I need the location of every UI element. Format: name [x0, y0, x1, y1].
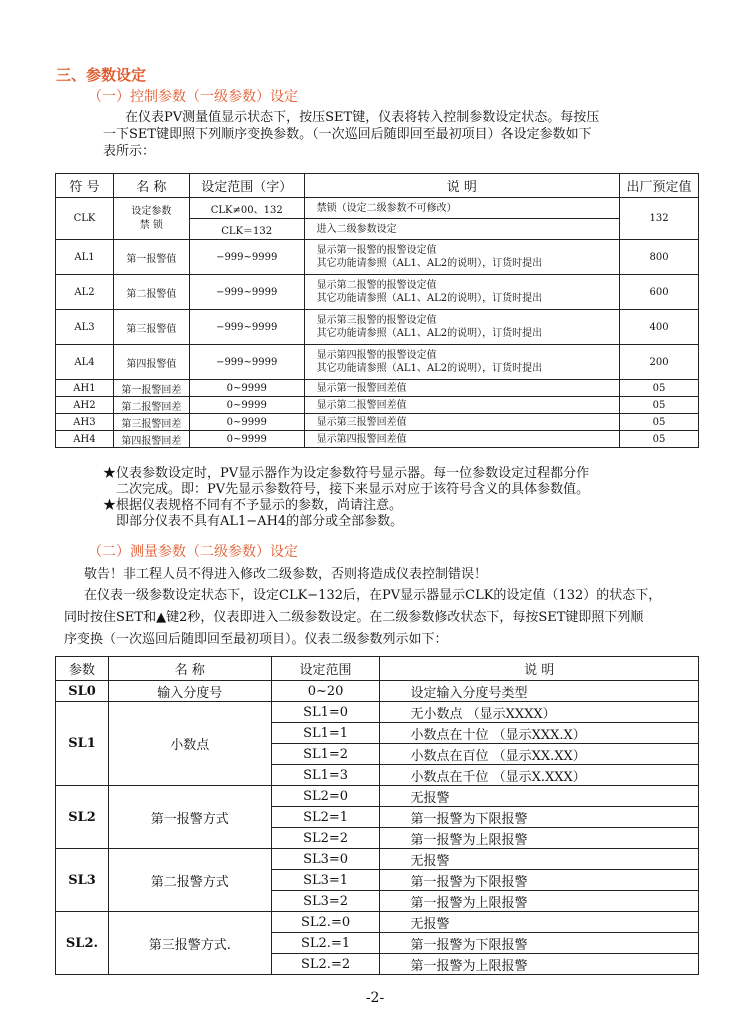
col-header-code: 符 号	[56, 174, 114, 198]
ah-name: 第二报警回差	[113, 397, 189, 414]
ah-default: 05	[620, 397, 699, 414]
t2-header-range: 设定范围	[271, 657, 380, 681]
sl0-range: 0~20	[271, 681, 380, 702]
al-desc-line-2: 其它功能请参照（AL1、AL2的说明），订货时提出	[316, 328, 543, 339]
al-default: 200	[620, 345, 699, 380]
col-header-range: 设定范围（字）	[189, 174, 304, 198]
ah-range: 0~9999	[189, 431, 304, 448]
sl2dot-range: SL2.=2	[271, 954, 380, 975]
sl2-name: 第一报警方式	[108, 786, 271, 849]
clk-default: 132	[620, 198, 699, 240]
al-range: −999~9999	[189, 310, 304, 345]
sl1-range: SL1=0	[271, 702, 380, 723]
sl0-code: SL0	[56, 681, 109, 702]
col-header-default: 出厂预定值	[620, 174, 699, 198]
clk-desc-1: 禁锁（设定二级参数不可修改）	[304, 198, 619, 219]
note-line-1: ★仪表参数设定时，PV显示器作为设定参数符号显示器。每一位参数设定过程都分作	[103, 466, 590, 481]
intro-line-3: 表所示：	[103, 144, 156, 159]
sl1-code: SL1	[56, 702, 109, 786]
intro-line-2: 一下SET键即照下列顺序变换参数。（一次巡回后随即回至最初项目）各设定参数如下	[103, 127, 592, 142]
col-header-desc: 说 明	[304, 174, 619, 198]
al-code: AL4	[56, 345, 114, 380]
ah-name: 第一报警回差	[113, 380, 189, 397]
al-default: 800	[620, 240, 699, 275]
al-name: 第一报警值	[113, 240, 189, 275]
sl2-range: SL2=2	[271, 828, 380, 849]
al-name: 第三报警值	[113, 310, 189, 345]
sl2dot-name: 第三报警方式.	[108, 912, 271, 975]
al-code: AL1	[56, 240, 114, 275]
ah-code: AH2	[56, 397, 114, 414]
al-range: −999~9999	[189, 345, 304, 380]
page-number: -2-	[365, 990, 385, 1006]
clk-name	[113, 198, 189, 240]
al-range: −999~9999	[189, 240, 304, 275]
al-range: −999~9999	[189, 275, 304, 310]
sl1-desc: 小数点在百位 （显示XX.XX）	[380, 744, 699, 765]
ah-desc: 显示第四报警回差值	[304, 431, 619, 448]
al-desc-line-2: 其它功能请参照（AL1、AL2的说明），订货时提出	[316, 363, 543, 374]
al-name: 第二报警值	[113, 275, 189, 310]
sl1-name: 小数点	[108, 702, 271, 786]
clk-range-2: CLK＝132	[189, 219, 304, 240]
sl2dot-code: SL2.	[56, 912, 109, 975]
clk-desc-2: 进入二级参数设定	[304, 219, 619, 240]
sl1-range: SL1=3	[271, 765, 380, 786]
t2-header-desc: 说 明	[380, 657, 699, 681]
warning-line: 敬告！非工程人员不得进入修改二级参数，否则将造成仪表控制错误！	[84, 567, 488, 582]
sl1-desc: 小数点在千位 （显示X.XXX）	[380, 765, 699, 786]
sl1-range: SL1=2	[271, 744, 380, 765]
intro2-line-2: 在仪表一级参数设定状态下，设定CLK−132后，在PV显示器显示CLK的设定值（132）的状态下，	[84, 588, 662, 603]
sl2-range: SL2=0	[271, 786, 380, 807]
sl2-range: SL2=1	[271, 807, 380, 828]
sl2-desc: 无报警	[380, 786, 699, 807]
control-parameter-table	[55, 173, 699, 448]
al-desc	[304, 345, 619, 380]
sl3-desc: 第一报警为上限报警	[380, 891, 699, 912]
sl3-range: SL3=1	[271, 870, 380, 891]
ah-name: 第四报警回差	[113, 431, 189, 448]
al-desc-line-1: 显示第四报警的报警设定值	[316, 350, 437, 361]
ah-range: 0~9999	[189, 414, 304, 431]
sl3-code: SL3	[56, 849, 109, 912]
al-desc	[304, 240, 619, 275]
ah-name: 第三报警回差	[113, 414, 189, 431]
sl0-name: 输入分度号	[108, 681, 271, 702]
section-title: 三、参数设定	[56, 66, 147, 84]
ah-desc: 显示第二报警回差值	[304, 397, 619, 414]
al-desc	[304, 310, 619, 345]
sl3-name: 第二报警方式	[108, 849, 271, 912]
al-code: AL3	[56, 310, 114, 345]
sl3-desc: 第一报警为下限报警	[380, 870, 699, 891]
ah-code: AH1	[56, 380, 114, 397]
note-line-3: ★根据仪表规格不同有不予显示的参数，尚请注意。	[103, 498, 403, 513]
al-code: AL2	[56, 275, 114, 310]
sl2dot-desc: 第一报警为上限报警	[380, 954, 699, 975]
al-default: 400	[620, 310, 699, 345]
note-line-4: 即部分仪表不具有AL1−AH4的部分或全部参数。	[116, 514, 404, 529]
al-desc-line-2: 其它功能请参照（AL1、AL2的说明），订货时提出	[316, 293, 543, 304]
sl2-code: SL2	[56, 786, 109, 849]
ah-code: AH4	[56, 431, 114, 448]
ah-range: 0~9999	[189, 397, 304, 414]
intro-line-1: 在仪表PV测量值显示状态下，按压SET键，仪表将转入控制参数设定状态。每按压	[125, 110, 600, 125]
al-desc-line-1: 显示第一报警的报警设定值	[316, 245, 437, 256]
subsection-title-measure: （二）测量参数（二级参数）设定	[88, 544, 298, 560]
t2-header-code: 参数	[56, 657, 109, 681]
al-desc	[304, 275, 619, 310]
al-desc-line-1: 显示第三报警的报警设定值	[316, 315, 437, 326]
note-line-2: 二次完成。即：PV先显示参数符号，接下来显示对应于该符号含义的具体参数值。	[116, 482, 590, 497]
al-desc-line-1: 显示第二报警的报警设定值	[316, 280, 437, 291]
al-default: 600	[620, 275, 699, 310]
sl2dot-desc: 无报警	[380, 912, 699, 933]
clk-range-1: CLK≠00、132	[189, 198, 304, 219]
al-desc-line-2: 其它功能请参照（AL1、AL2的说明），订货时提出	[316, 258, 543, 269]
ah-desc: 显示第一报警回差值	[304, 380, 619, 397]
t2-header-name: 名 称	[108, 657, 271, 681]
sl3-desc: 无报警	[380, 849, 699, 870]
ah-default: 05	[620, 414, 699, 431]
sl2dot-range: SL2.=1	[271, 933, 380, 954]
sl2-desc: 第一报警为上限报警	[380, 828, 699, 849]
ah-range: 0~9999	[189, 380, 304, 397]
clk-name-line-2: 禁 锁	[139, 219, 163, 231]
sl3-range: SL3=0	[271, 849, 380, 870]
sl2dot-desc: 第一报警为下限报警	[380, 933, 699, 954]
sl2-desc: 第一报警为下限报警	[380, 807, 699, 828]
sl2dot-range: SL2.=0	[271, 912, 380, 933]
clk-name-line-1: 设定参数	[131, 205, 172, 217]
sl1-desc: 无小数点 （显示XXXX）	[380, 702, 699, 723]
clk-code: CLK	[56, 198, 114, 240]
col-header-name: 名 称	[113, 174, 189, 198]
subsection-title-control: （一）控制参数（一级参数）设定	[88, 89, 298, 105]
ah-code: AH3	[56, 414, 114, 431]
measure-parameter-table	[55, 656, 699, 975]
intro2-line-4: 序变换（一次巡回后随即回至最初项目）。仪表二级参数列示如下：	[64, 632, 448, 647]
al-name: 第四报警值	[113, 345, 189, 380]
ah-default: 05	[620, 380, 699, 397]
sl1-desc: 小数点在十位 （显示XXX.X）	[380, 723, 699, 744]
ah-desc: 显示第三报警回差值	[304, 414, 619, 431]
sl1-range: SL1=1	[271, 723, 380, 744]
sl0-desc: 设定输入分度号类型	[380, 681, 699, 702]
ah-default: 05	[620, 431, 699, 448]
intro2-line-3: 同时按住SET和▲键2秒，仪表即进入二级参数设定。在二级参数修改状态下，每按SET键即照下列顺	[64, 610, 644, 625]
sl3-range: SL3=2	[271, 891, 380, 912]
